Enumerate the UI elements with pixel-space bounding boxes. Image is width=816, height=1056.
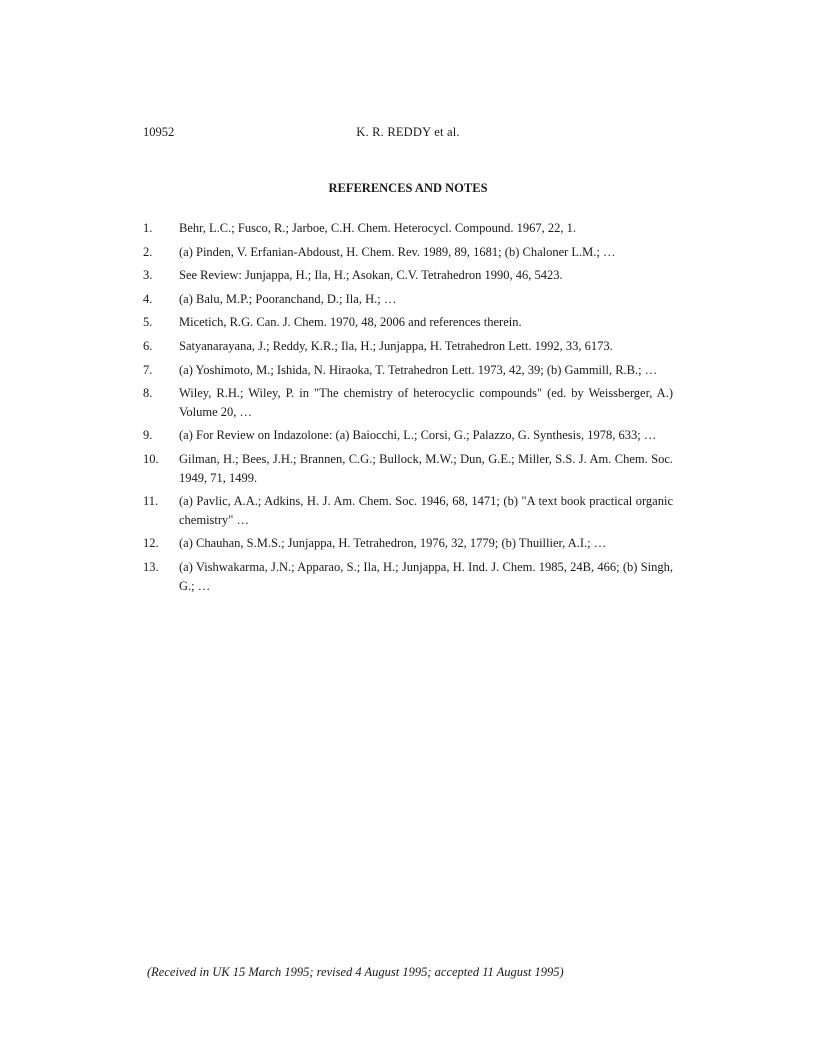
reference-number: 11. [143,494,159,509]
reference-number: 1. [143,221,153,235]
running-head: K. R. REDDY et al. [356,125,460,139]
reference-text: Gilman, H.; Bees, J.H.; Brannen, C.G.; Bullock, M.W.; Dun, G.E.; Miller, S.S. J. Am. Chem. Soc. 1949, 71, 1499. [179,451,673,485]
received-dates: (Received in UK 15 March 1995; revised 4 August 1995; accepted 11 August 1995) [147,965,564,979]
reference-text: Micetich, R.G. Can. J. Chem. 1970, 48, 2006 and references therein. [179,315,522,330]
reference-number: 3. [143,268,153,283]
reference-item [143,361,673,380]
reference-text: (a) Vishwakarma, J.N.; Apparao, S.; Ila, H.; Junjappa, H. Ind. J. Chem. 1985, 24B, 466; (b) Singh, G.; … [179,559,673,593]
reference-number: 13. [143,559,159,574]
reference-number: 10. [143,451,159,466]
reference-text: (a) Balu, M.P.; Pooranchand, D.; Ila, H.; … [179,291,397,306]
reference-text: Behr, L.C.; Fusco, R.; Jarboe, C.H. Chem. Heterocycl. Compound. 1967, 22, 1. [179,221,577,235]
reference-number: 2. [143,244,153,259]
page-number: 10952 [143,125,175,139]
reference-item [143,450,673,487]
references-list [143,219,673,600]
reference-item [143,492,673,529]
reference-text: Satyanarayana, J.; Reddy, K.R.; Ila, H.; Junjappa, H. Tetrahedron Lett. 1992, 33, 6173. [179,338,613,353]
reference-item [143,243,673,262]
reference-text: (a) Chauhan, S.M.S.; Junjappa, H. Tetrahedron, 1976, 32, 1779; (b) Thuillier, A.I.; … [179,536,607,551]
section-title: REFERENCES AND NOTES [328,181,488,195]
reference-number: 5. [143,315,153,330]
reference-item [143,219,673,238]
reference-text: (a) For Review on Indazolone: (a) Baiocchi, L.; Corsi, G.; Palazzo, G. Synthesis, 1978, 633; … [179,428,657,443]
reference-item [143,534,673,553]
reference-text: Wiley, R.H.; Wiley, P. in "The chemistry of heterocyclic compounds" (ed. by Weissberger, A.) Volume 20, … [179,386,673,419]
reference-number: 8. [143,386,153,401]
reference-item [143,558,673,595]
reference-text: See Review: Junjappa, H.; Ila, H.; Asokan, C.V. Tetrahedron 1990, 46, 5423. [179,268,563,283]
reference-item [143,426,673,445]
reference-item [143,337,673,356]
reference-text: (a) Yoshimoto, M.; Ishida, N. Hiraoka, T. Tetrahedron Lett. 1973, 42, 39; (b) Gammill, R.B.; … [179,362,658,377]
reference-text: (a) Pavlic, A.A.; Adkins, H. J. Am. Chem. Soc. 1946, 68, 1471; (b) "A text book practical organic chemistry" … [179,494,673,527]
reference-number: 6. [143,338,153,353]
reference-item [143,266,673,285]
reference-item [143,384,673,421]
reference-number: 7. [143,362,153,377]
reference-item [143,290,673,309]
reference-number: 9. [143,428,153,443]
reference-item [143,313,673,332]
reference-number: 12. [143,536,159,551]
reference-text: (a) Pinden, V. Erfanian-Abdoust, H. Chem. Rev. 1989, 89, 1681; (b) Chaloner L.M.; … [179,244,616,259]
reference-number: 4. [143,291,153,306]
